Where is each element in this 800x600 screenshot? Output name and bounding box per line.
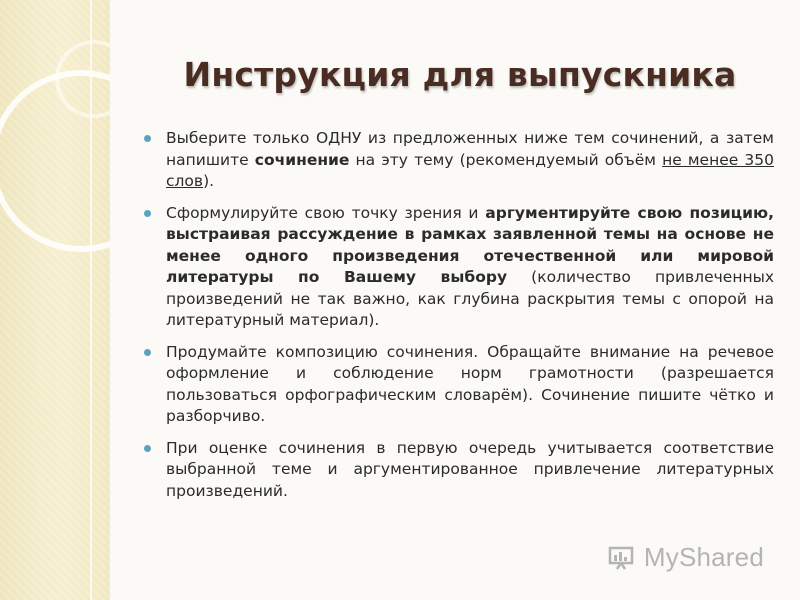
bullet-icon	[144, 349, 151, 356]
item-text: на эту тему (рекомендуемый объём	[349, 150, 663, 169]
item-text: Продумайте композицию сочинения. Обращайте внимание на речевое оформление и соблюдение норм грамотности (разрешается пользоваться орфографическим словарём). Сочинение пишите чётко и разборчиво.	[166, 342, 774, 425]
bullet-icon	[144, 445, 151, 452]
instruction-item	[142, 342, 774, 428]
item-text-bold: аргументируйте свою позицию, выстраивая рассуждение в рамках заявленной темы на основе не менее одного произведения отечественной или мировой литературы по Вашему выбору	[166, 203, 774, 286]
bullet-icon	[144, 210, 151, 217]
watermark-text: MyShared	[643, 541, 764, 572]
sidebar-edge-line	[90, 0, 92, 600]
instruction-list	[142, 128, 774, 512]
instruction-item	[142, 128, 774, 193]
slide	[120, 0, 800, 600]
myshared-logo-icon	[608, 544, 638, 570]
item-text: ).	[203, 172, 215, 190]
decorative-sidebar	[0, 0, 110, 600]
instruction-item	[142, 438, 774, 503]
bullet-icon	[144, 135, 151, 142]
item-text: При оценке сочинения в первую очередь учитывается соответствие выбранной теме и аргументированное привлечение литературных произведений.	[166, 438, 774, 500]
instruction-item	[142, 203, 774, 332]
slide-title: Инструкция для выпускника	[183, 55, 737, 94]
item-text: (количество привлеченных произведений не так важно, как глубина раскрытия темы с опорой на литературный материал).	[166, 268, 774, 329]
item-text-underlined: не менее 350 слов	[166, 150, 774, 190]
myshared-watermark	[608, 540, 764, 574]
item-text: Выберите только ОДНУ из предложенных ниже тем сочинений, а затем напишите	[166, 129, 774, 169]
item-text: Сформулируйте свою точку зрения и	[166, 203, 486, 222]
item-text-bold: сочинение	[254, 150, 350, 169]
